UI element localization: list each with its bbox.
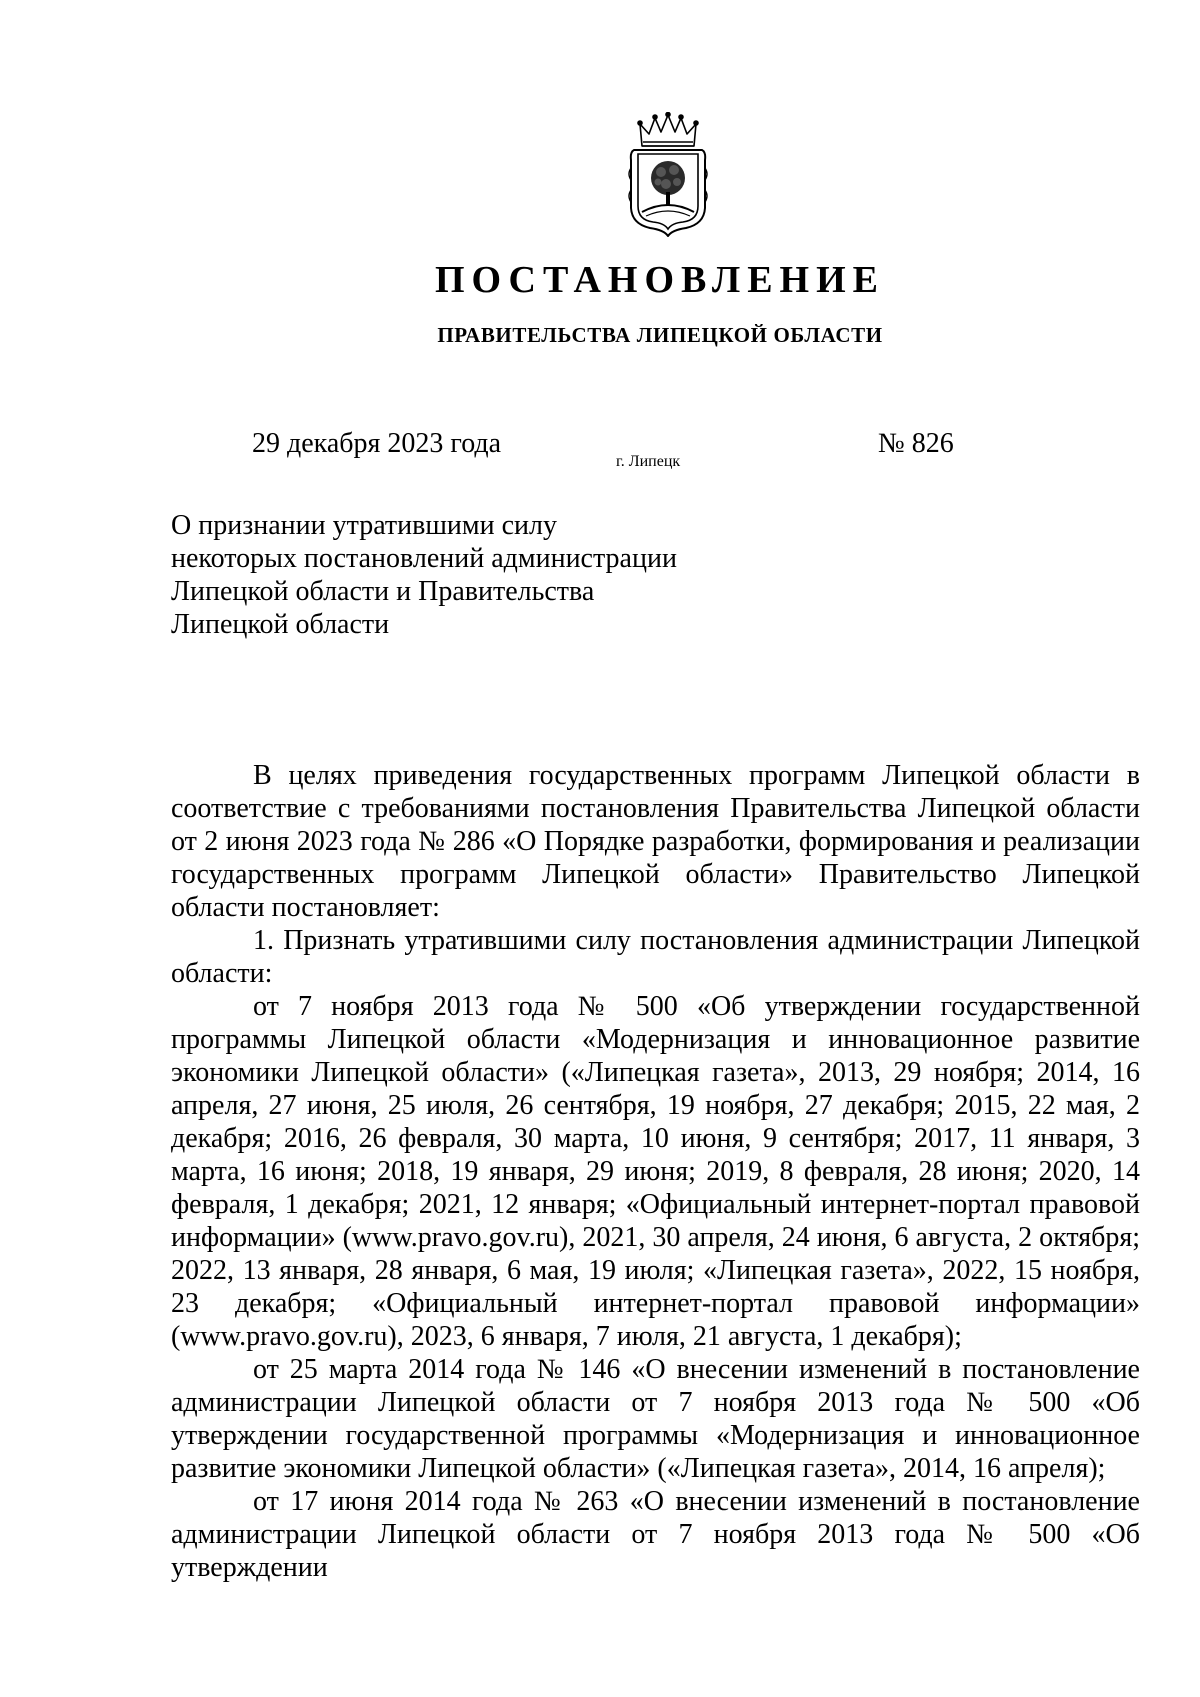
coat-of-arms-icon xyxy=(628,112,708,237)
heading-line: некоторых постановлений администрации xyxy=(171,543,677,574)
list-item-paragraph: от 17 июня 2014 года № 263 «О внесении изменений в постановление администрации Липецкой области от 7 ноября 2013 года № 500 «Об утверждении xyxy=(171,1486,1140,1583)
heading-line: О признании утратившими силу xyxy=(171,510,557,541)
list-item-paragraph: от 25 марта 2014 года № 146 «О внесении изменений в постановление администрации Липецкой области от 7 ноября 2013 года № 500 «Об утверждении государственной программы «Модернизация и инновационное развитие экономики Липецкой области» («Липецкая газета», 2014, 16 апреля); xyxy=(171,1354,1140,1484)
document-type-title: ПОСТАНОВЛЕНИЕ xyxy=(434,259,886,301)
document-date: 29 декабря 2023 года xyxy=(252,428,502,459)
heading-line: Липецкой области и Правительства xyxy=(171,576,595,607)
preamble-paragraph: В целях приведения государственных программ Липецкой области в соответствие с требованиями постановления Правительства Липецкой области от 2 июня 2023 года № 286 «О Порядке разработки, формирования и реализации государственных программ Липецкой области» Правительство Липецкой области постановляет: xyxy=(171,760,1140,923)
heading-line: Липецкой области xyxy=(171,609,390,640)
clause-1-paragraph: 1. Признать утратившими силу постановления администрации Липецкой области: xyxy=(171,925,1140,989)
issuing-authority: ПРАВИТЕЛЬСТВА ЛИПЕЦКОЙ ОБЛАСТИ xyxy=(437,323,883,347)
document-heading xyxy=(171,509,731,641)
document-city: г. Липецк xyxy=(616,453,681,470)
document-number: № 826 xyxy=(878,428,954,459)
list-item-paragraph: от 7 ноября 2013 года № 500 «Об утверждении государственной программы Липецкой области «Модернизация и инновационное развитие экономики Липецкой области» («Липецкая газета», 2013, 29 ноября; 2014, 16 апреля, 27 июня, 25 июля, 26 сентября, 19 ноября, 27 декабря; 2015, 22 мая, 2 декабря; 2016, 26 февраля, 30 марта, 10 июня, 9 сентября; 2017, 11 января, 3 марта, 16 июня; 2018, 19 января, 29 июня; 2019, 8 февраля, 28 июня; 2020, 14 февраля, 1 декабря; 2021, 12 января; «Официальный интернет-портал правовой информации» (www.pravo.gov.ru), 2021, 30 апреля, 24 июня, 6 августа, 2 октября; 2022, 13 января, 28 января, 6 мая, 19 июля; «Липецкая газета», 2022, 15 ноября, 23 декабря; «Официальный интернет-портал правовой информации» (www.pravo.gov.ru), 2023, 6 января, 7 июля, 21 августа, 1 декабря); xyxy=(171,991,1140,1352)
document-body xyxy=(171,759,1140,1584)
